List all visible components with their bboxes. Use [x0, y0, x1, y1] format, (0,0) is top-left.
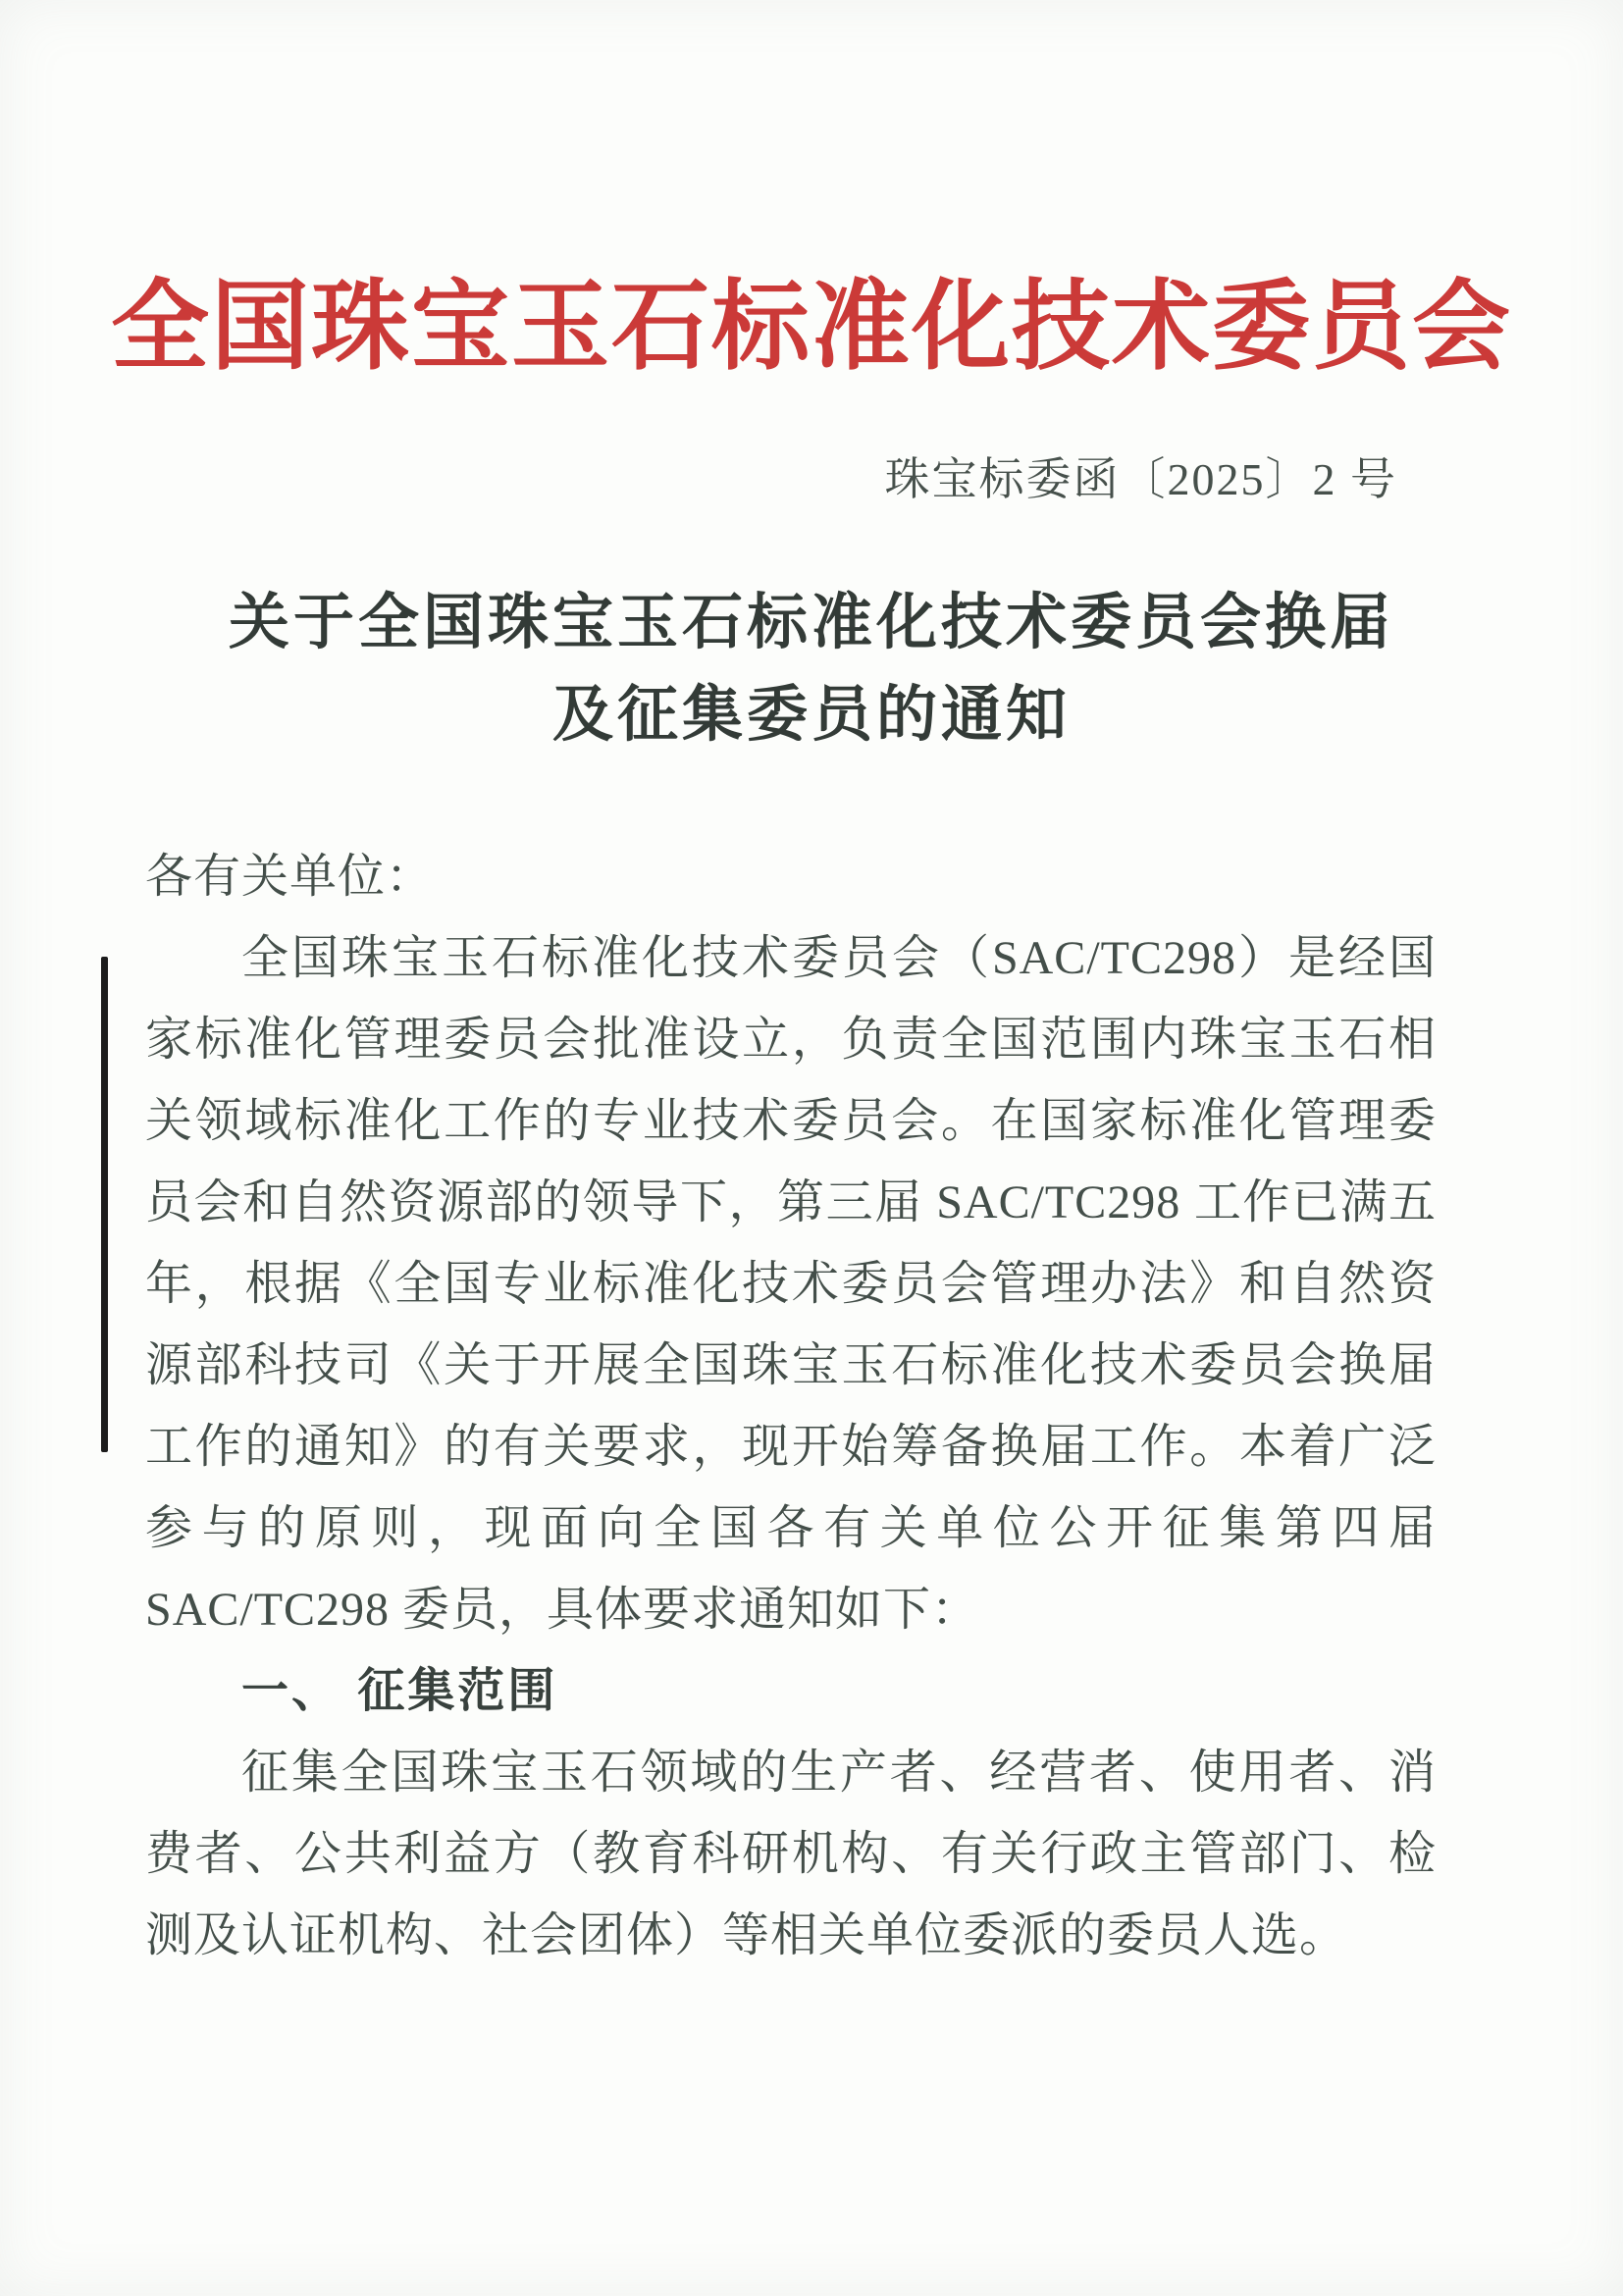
salutation: 各有关单位： [145, 851, 435, 903]
document-title [0, 577, 1623, 761]
scan-artifact-line [101, 957, 108, 1452]
org-title: 全国珠宝玉石标准化技术委员会 [111, 273, 1512, 382]
paragraph-scope: 征集全国珠宝玉石领域的生产者、经营者、使用者、消费者、公共利益方（教育科研机构、有关行政主管部门、检测及认证机构、社会团体）等相关单位委派的委员人选。 [145, 1747, 1437, 1961]
document-body [145, 836, 1437, 1976]
paragraph-intro: 全国珠宝玉石标准化技术委员会（SAC/TC298）是经国家标准化管理委员会批准设立，负责全国范围内珠宝玉石相关领域标准化工作的专业技术委员会。在国家标准化管理委员会和自然资源部的领导下，第三届 SAC/TC298 工作已满五年，根据《全国专业标准化技术委员会管理办法》和自然资源部科技司《关于开展全国珠宝玉石标准化技术委员会换届工作的通知》的有关要求，现开始筹备换届工作。本着广泛参与的原则，现面向全国各有关单位公开征集第四届 SAC/TC298 委员，具体要求通知如下： [145, 932, 1437, 1636]
document-title-line1: 关于全国珠宝玉石标准化技术委员会换届 [228, 590, 1394, 656]
doc-number: 珠宝标委函〔2025〕2 号 [884, 454, 1397, 504]
document-title-line2: 及征集委员的通知 [551, 682, 1071, 749]
section-heading-1: 一、 征集范围 [241, 1665, 558, 1717]
